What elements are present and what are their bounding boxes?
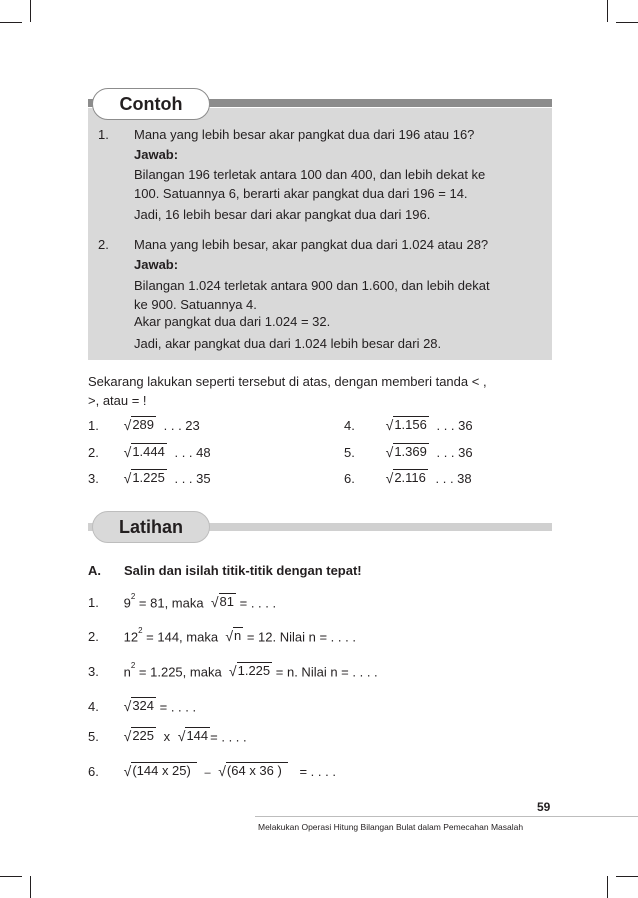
compare-item xyxy=(344,469,472,486)
section-letter: A. xyxy=(88,563,101,578)
compare-rest: . . . 36 xyxy=(436,418,473,434)
compare-item xyxy=(88,443,211,460)
contoh-title: Contoh xyxy=(119,93,183,114)
statement-end: = n. Nilai n = . . . . xyxy=(272,664,378,680)
item-number: 1. xyxy=(88,595,99,611)
latihan-item xyxy=(88,727,247,744)
statement-end: = . . . . xyxy=(299,764,336,780)
item-number: 2. xyxy=(88,629,99,645)
section-title: Salin dan isilah titik-titik dengan tepat! xyxy=(124,563,362,578)
compare-number: 4. xyxy=(344,418,355,434)
latihan-tab xyxy=(92,511,210,543)
statement: = 144, maka xyxy=(142,629,222,645)
example-1-line: Bilangan 196 terletak antara 100 dan 400, dan lebih dekat ke xyxy=(134,167,486,182)
example-1-line: 100. Satuannya 6, berarti akar pangkat dua dari 196 = 14. xyxy=(134,186,468,201)
statement-end: = 12. Nilai n = . . . . xyxy=(243,629,356,645)
item-number: 6. xyxy=(88,764,99,780)
square-root: √ (64 x 36 ) xyxy=(218,762,288,778)
example-1-question: Mana yang lebih besar akar pangkat dua dari 196 atau 16? xyxy=(134,127,475,142)
item-number: 4. xyxy=(88,699,99,715)
crop-mark xyxy=(0,876,22,877)
item-number: 5. xyxy=(88,729,99,745)
square-root: √ 2.116 xyxy=(385,470,426,487)
square-root: √ 81 xyxy=(210,594,234,611)
square-root: √ 324 xyxy=(123,698,155,715)
statement-end: = . . . . xyxy=(210,729,247,745)
latihan-item xyxy=(88,593,276,610)
compare-number: 6. xyxy=(344,471,355,487)
crop-mark xyxy=(607,0,608,22)
square-root: √ 1.444 xyxy=(123,444,165,461)
crop-mark xyxy=(30,876,31,898)
radicand: (64 x 36 ) xyxy=(226,762,288,778)
compare-number: 5. xyxy=(344,445,355,461)
crop-mark xyxy=(607,876,608,898)
square-root: √ 225 xyxy=(123,728,155,745)
compare-rest: . . . 35 xyxy=(174,471,211,487)
square-root: √ 144 xyxy=(177,728,209,745)
compare-rest: . . . 38 xyxy=(435,471,472,487)
crop-mark xyxy=(616,22,638,23)
radicand: 324 xyxy=(132,698,155,713)
example-2-number: 2. xyxy=(98,237,109,252)
radicand: 2.116 xyxy=(394,470,426,485)
exponent: 2 xyxy=(130,592,136,601)
compare-number: 1. xyxy=(88,418,99,434)
radicand: 144 xyxy=(186,728,209,743)
exponent: 2 xyxy=(138,626,143,635)
compare-rest: . . . 36 xyxy=(436,445,473,461)
example-1-answer-label: Jawab: xyxy=(134,147,179,162)
base: 12 xyxy=(123,629,139,645)
compare-item xyxy=(344,443,473,460)
latihan-title: Latihan xyxy=(118,516,183,537)
radicand: 225 xyxy=(132,728,155,743)
compare-rest: . . . 23 xyxy=(163,418,200,434)
operator: x xyxy=(163,729,171,745)
radicand: 1.444 xyxy=(132,444,165,459)
latihan-item xyxy=(88,627,356,644)
exponent: 2 xyxy=(130,661,136,670)
square-root: √ (144 x 25) xyxy=(124,762,197,778)
statement-end: = . . . . xyxy=(156,699,197,715)
radicand: 1.225 xyxy=(132,470,165,485)
square-root: √ n xyxy=(225,628,242,645)
radicand: n xyxy=(234,628,242,643)
latihan-item xyxy=(88,662,378,679)
base: n xyxy=(123,664,131,680)
compare-item xyxy=(88,416,200,433)
example-2-question: Mana yang lebih besar, akar pangkat dua dari 1.024 atau 28? xyxy=(134,237,489,252)
contoh-tab xyxy=(92,88,210,120)
item-number: 3. xyxy=(88,664,99,680)
square-root: √ 289 xyxy=(123,417,155,434)
page-number: 59 xyxy=(537,800,551,814)
example-2-line: Akar pangkat dua dari 1.024 = 32. xyxy=(134,314,331,329)
operator: – xyxy=(204,767,211,780)
example-2-line: ke 900. Satuannya 4. xyxy=(134,297,257,312)
latihan-item xyxy=(88,697,196,714)
example-2-line: Bilangan 1.024 terletak antara 900 dan 1.600, dan lebih dekat xyxy=(134,278,490,293)
radicand: 1.225 xyxy=(237,663,271,678)
compare-item xyxy=(344,416,473,433)
running-title: Melakukan Operasi Hitung Bilangan Bulat dalam Pemecahan Masalah xyxy=(258,822,524,832)
example-1-number: 1. xyxy=(98,127,109,142)
statement: = 1.225, maka xyxy=(135,664,226,680)
instruction-line: >, atau = ! xyxy=(88,393,147,408)
radicand: (144 x 25) xyxy=(131,762,197,778)
radicand: 1.156 xyxy=(394,417,427,432)
footer-rule xyxy=(255,816,638,817)
radicand: 289 xyxy=(132,417,155,432)
base: 9 xyxy=(123,595,131,611)
example-2-answer-label: Jawab: xyxy=(134,257,179,272)
compare-rest: . . . 48 xyxy=(174,445,211,461)
crop-mark xyxy=(30,0,31,22)
instruction-line: Sekarang lakukan seperti tersebut di atas, dengan memberi tanda < , xyxy=(88,374,487,389)
square-root: √ 1.225 xyxy=(228,663,271,680)
square-root: √ 1.225 xyxy=(123,470,165,487)
example-2-line: Jadi, akar pangkat dua dari 1.024 lebih besar dari 28. xyxy=(134,336,442,351)
crop-mark xyxy=(0,22,22,23)
compare-number: 2. xyxy=(88,445,99,461)
latihan-item xyxy=(88,762,336,779)
square-root: √ 1.156 xyxy=(385,417,427,434)
square-root: √ 1.369 xyxy=(385,444,427,461)
statement: = 81, maka xyxy=(135,595,208,611)
crop-mark xyxy=(616,876,638,877)
radicand: 1.369 xyxy=(394,444,427,459)
radicand: 81 xyxy=(219,594,234,609)
compare-item xyxy=(88,469,211,486)
example-1-line: Jadi, 16 lebih besar dari akar pangkat dua dari 196. xyxy=(134,207,431,222)
compare-number: 3. xyxy=(88,471,99,487)
statement-end: = . . . . xyxy=(236,595,277,611)
